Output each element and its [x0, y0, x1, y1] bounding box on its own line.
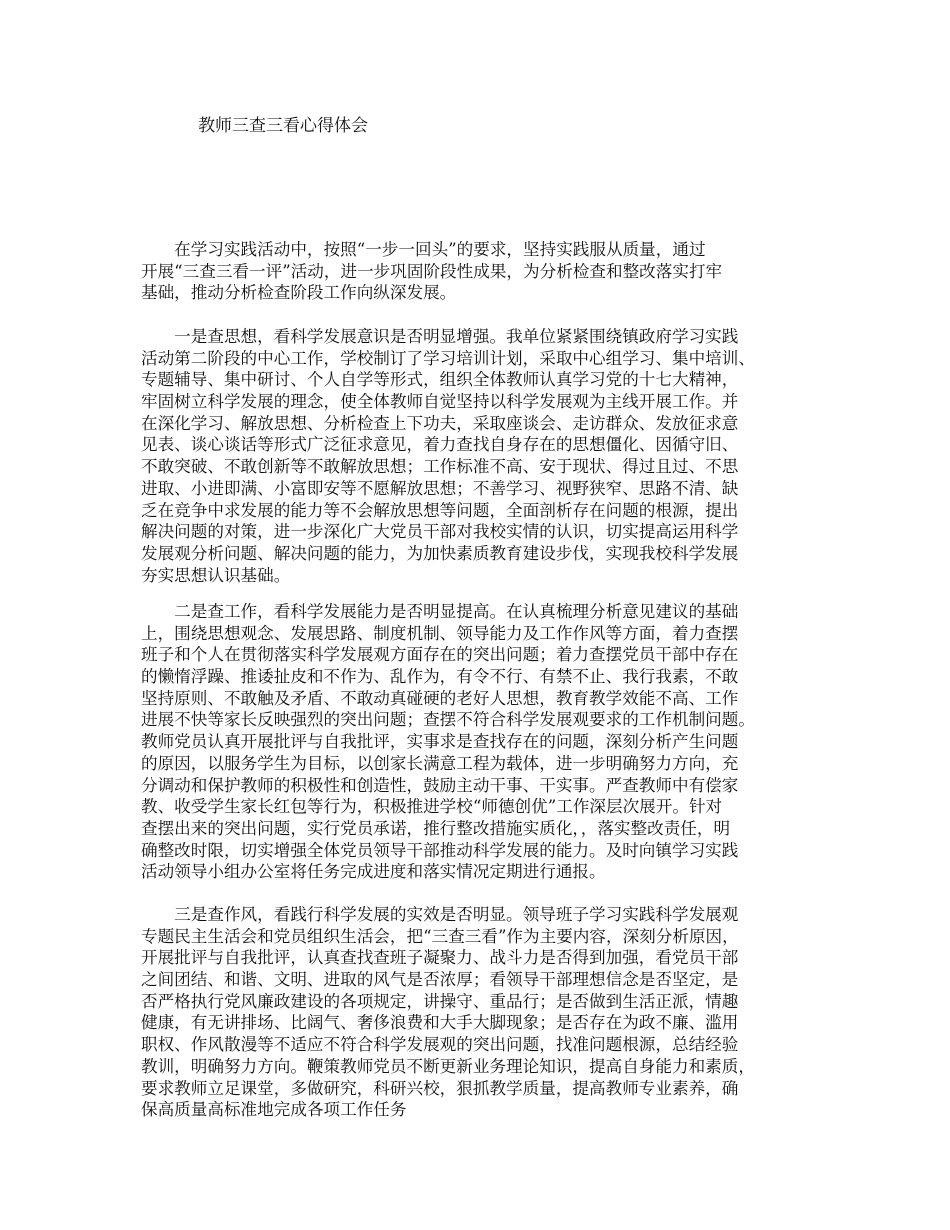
text-line: 班子和个人在贯彻落实科学发展观方面存在的突出问题；着力查摆党员干部中存在: [141, 645, 739, 665]
text-line: 专题辅导、集中研讨、个人自学等形式，组织全体教师认真学习党的十七大精神，: [141, 370, 739, 390]
text-line: 二是查工作，看科学发展能力是否明显提高。在认真梳理分析意见建议的基础: [141, 602, 739, 621]
text-line: 夯实思想认识基础。: [141, 565, 291, 585]
text-line: 乏在竞争中求发展的能力等不会解放思想等问题，全面剖析存在问题的根源，提出: [141, 500, 739, 520]
text-line: 之间团结、和谐、文明、进取的风气是否浓厚；看领导干部理想信念是否坚定，是: [141, 970, 739, 990]
text-line: 在深化学习、解放思想、分析检查上下功夫，采取座谈会、走访群众、发放征求意: [141, 413, 739, 433]
text-line: 坚持原则、不敢触及矛盾、不敢动真碰硬的老好人思想，教育教学效能不高、工作: [141, 688, 739, 708]
text-line: 职权、作风散漫等不适应不符合科学发展观的突出问题，找准问题根源，总结经验: [141, 1035, 739, 1055]
text-line: 活动领导小组办公室将任务完成进度和落实情况定期进行通报。: [141, 862, 606, 882]
text-line: 不敢突破、不敢创新等不敢解放思想；工作标准不高、安于现状、得过且过、不思: [141, 457, 739, 477]
text-line: 开展批评与自我批评，认真查找查班子凝聚力、战斗力是否得到加强，看党员干部: [141, 948, 739, 968]
text-line: 上，围绕思想观念、发展思路、制度机制、领导能力及工作作风等方面，着力查摆: [141, 623, 739, 643]
paragraph-check-work: [141, 601, 755, 883]
text-line: 进取、小进即满、小富即安等不愿解放思想；不善学习、视野狭窄、思路不清、缺: [141, 478, 739, 498]
text-line: 三是查作风，看践行科学发展的实效是否明显。领导班子学习实践科学发展观: [141, 905, 739, 924]
text-line: 教师党员认真开展批评与自我批评，实事求是查找存在的问题，深刻分析产生问题: [141, 732, 739, 752]
text-line: 进展不快等家长反映强烈的突出问题；查摆不符合科学发展观要求的工作机制问题。: [141, 710, 755, 730]
text-line: 保高质量高标准地完成各项工作任务: [141, 1100, 407, 1120]
text-line: 确整改时限，切实增强全体党员领导干部推动科学发展的能力。及时向镇学习实践: [141, 840, 739, 860]
document-title: 教师三查三看心得体会: [198, 116, 368, 136]
text-line: 一是查思想，看科学发展意识是否明显增强。我单位紧紧围绕镇政府学习实践: [141, 327, 739, 346]
text-line: 牢固树立科学发展的理念，使全体教师自觉坚持以科学发展观为主线开展工作。并: [141, 392, 739, 412]
text-line: 在学习实践活动中，按照“一步一回头”的要求，坚持实践服从质量，通过: [141, 240, 706, 259]
text-line: 分调动和保护教师的积极性和创造性，鼓励主动干事、干实事。严查教师中有偿家: [141, 775, 739, 795]
text-line: 见表、谈心谈话等形式广泛征求意见，着力查找自身存在的思想僵化、因循守旧、: [141, 435, 739, 455]
text-line: 活动第二阶段的中心工作，学校制订了学习培训计划，采取中心组学习、集中培训、: [141, 348, 755, 368]
text-line: 健康，有无讲排场、比阔气、奢侈浪费和大手大脚现象；是否存在为政不廉、滥用: [141, 1013, 739, 1033]
paragraph-check-thinking: [141, 326, 755, 586]
text-line: 解决问题的对策，进一步深化广大党员干部对我校实情的认识，切实提高运用科学: [141, 522, 739, 542]
text-line: 教训，明确努力方向。鞭策教师党员不断更新业务理论知识，提高自身能力和素质，: [141, 1056, 755, 1076]
text-line: 的懒惰浮躁、推诿扯皮和不作为、乱作为，有令不行、有禁不止、我行我素，不敢: [141, 667, 739, 687]
text-line: 基础，推动分析检查阶段工作向纵深发展。: [141, 283, 457, 303]
text-line: 查摆出来的突出问题，实行党员承诺，推行整改措施实质化，，落实整改责任，明: [141, 818, 731, 838]
text-line: 开展“三查三看一评”活动，进一步巩固阶段性成果，为分析检查和整改落实打牢: [141, 261, 723, 281]
paragraph-intro: [141, 239, 722, 304]
text-line: 专题民主生活会和党员组织生活会，把“三查三看”作为主要内容，深刻分析原因，: [141, 926, 739, 946]
text-line: 要求教师立足课堂，多做研究，科研兴校，狠抓教学质量，提高教师专业素养，确: [141, 1078, 739, 1098]
text-line: 教、收受学生家长红包等行为，积极推进学校“师德创优”工作深层次展开。针对: [141, 797, 723, 817]
text-line: 否严格执行党风廉政建设的各项规定，讲操守、重品行；是否做到生活正派，情趣: [141, 991, 739, 1011]
text-line: 发展观分析问题、解决问题的能力，为加快素质教育建设步伐，实现我校科学发展: [141, 543, 739, 563]
paragraph-check-style: [141, 904, 755, 1121]
text-line: 的原因，以服务学生为目标，以创家长满意工程为载体，进一步明确努力方向，充: [141, 753, 739, 773]
